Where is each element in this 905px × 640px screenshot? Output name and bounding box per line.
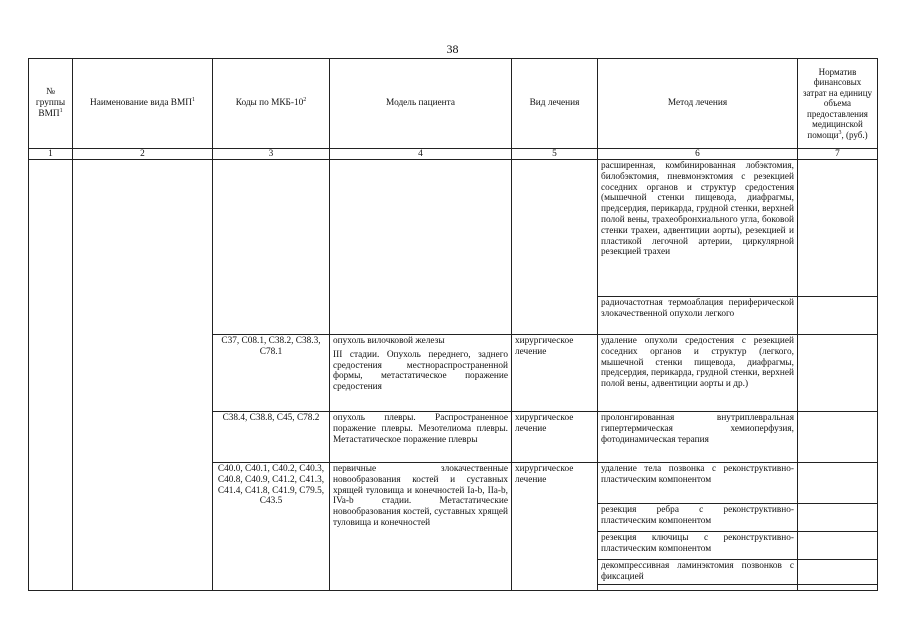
method-cell: пролонгированная внутриплевральная гипертермическая хемиоперфузия, фотодинамическая терапия — [598, 412, 798, 463]
header-vmp-name: Наименование вида ВМП$^1$ — [73, 59, 213, 149]
codes-cell: C37, C08.1, C38.2, C38.3, C78.1 — [213, 335, 330, 412]
column-number: 5 — [512, 149, 598, 160]
method-cell: радиочастотная термоаблация периферической злокачественной опухоли легкого — [598, 297, 798, 335]
cost-cell — [798, 584, 878, 590]
patient-model-cell: опухоль плевры. Распространенное поражение плевры. Мезотелиома плевры. Метастатическое поражение плевры — [330, 412, 512, 463]
header-icd-codes: Коды по МКБ-$10^2$ — [213, 59, 330, 149]
column-number: 2 — [73, 149, 213, 160]
table-row — [29, 160, 878, 297]
cost-cell — [798, 297, 878, 335]
cost-cell — [798, 412, 878, 463]
patient-model-cell — [330, 160, 512, 335]
header-treatment-type: Вид лечения — [512, 59, 598, 149]
treatment-type-cell: хирургическое лечение — [512, 463, 598, 591]
codes-cell: C38.4, C38.8, C45, C78.2 — [213, 412, 330, 463]
cost-cell — [798, 504, 878, 532]
patient-model-cell: опухоль вилочковой железы III стадии. Опухоль переднего, заднего средостения местнораспространенной формы, метастатическое поражение средостения — [330, 335, 512, 412]
column-number: 6 — [598, 149, 798, 160]
group-cell — [29, 160, 73, 591]
header-treatment-method: Метод лечения — [598, 59, 798, 149]
header-patient-model: Модель пациента — [330, 59, 512, 149]
cost-cell — [798, 463, 878, 504]
treatment-type-cell: хирургическое лечение — [512, 335, 598, 412]
method-cell: удаление опухоли средостения с резекцией соседних органов и структур (легкого, мышечной стенки пищевода, диафрагмы, предсердия, перикарда, грудной стенки, верхней полой вены, адвентиции аорты и др.) — [598, 335, 798, 412]
method-cell: резекция ребра с реконструктивно-пластическим компонентом — [598, 504, 798, 532]
method-cell: резекция ключицы с реконструктивно-пластическим компонентом — [598, 532, 798, 560]
cost-cell — [798, 532, 878, 560]
column-number: 1 — [29, 149, 73, 160]
column-number: 4 — [330, 149, 512, 160]
header-row — [29, 59, 878, 149]
column-number: 3 — [213, 149, 330, 160]
page-number: 38 — [446, 42, 459, 56]
header-cost-norm: Норматив финансовых затрат на единицу объема предоставления медицинской помощи$^3$, (руб.) — [798, 59, 878, 149]
vmp-table — [28, 58, 878, 591]
cost-cell — [798, 160, 878, 297]
header-group: № группы ВМП$^1$ — [29, 59, 73, 149]
method-cell: декомпрессивная ламинэктомия позвонков с фиксацией — [598, 560, 798, 585]
cost-cell — [798, 335, 878, 412]
column-number-row — [29, 149, 878, 160]
treatment-type-cell — [512, 160, 598, 335]
codes-cell — [213, 160, 330, 335]
treatment-type-cell: хирургическое лечение — [512, 412, 598, 463]
vmp-name-cell — [73, 160, 213, 591]
patient-model-cell: первичные злокачественные новообразования костей и суставных хрящей туловища и конечностей Ia-b, IIa-b, IVa-b стадии. Метастатические новообразования костей, суставных хрящей туловища и конечностей — [330, 463, 512, 591]
column-number: 7 — [798, 149, 878, 160]
method-cell: удаление тела позвонка с реконструктивно-пластическим компонентом — [598, 463, 798, 504]
method-cell — [598, 584, 798, 590]
codes-cell: C40.0, C40.1, C40.2, C40.3, C40.8, C40.9, C41.2, C41.3, C41.4, C41.8, C41.9, C79.5, C43.5 — [213, 463, 330, 591]
method-cell: расширенная, комбинированная лобэктомия, билобэктомия, пневмонэктомия с резекцией соседних органов и структур средостения (мышечной стенки пищевода, диафрагмы, предсердия, перикарда, грудной стенки, верхней полой вены, трахеобронхиального угла, боковой стенки трахеи, адвентиции аорты), резекцией и пластикой легочной артерии, циркулярной резекцией трахеи — [598, 160, 798, 297]
cost-cell — [798, 560, 878, 585]
